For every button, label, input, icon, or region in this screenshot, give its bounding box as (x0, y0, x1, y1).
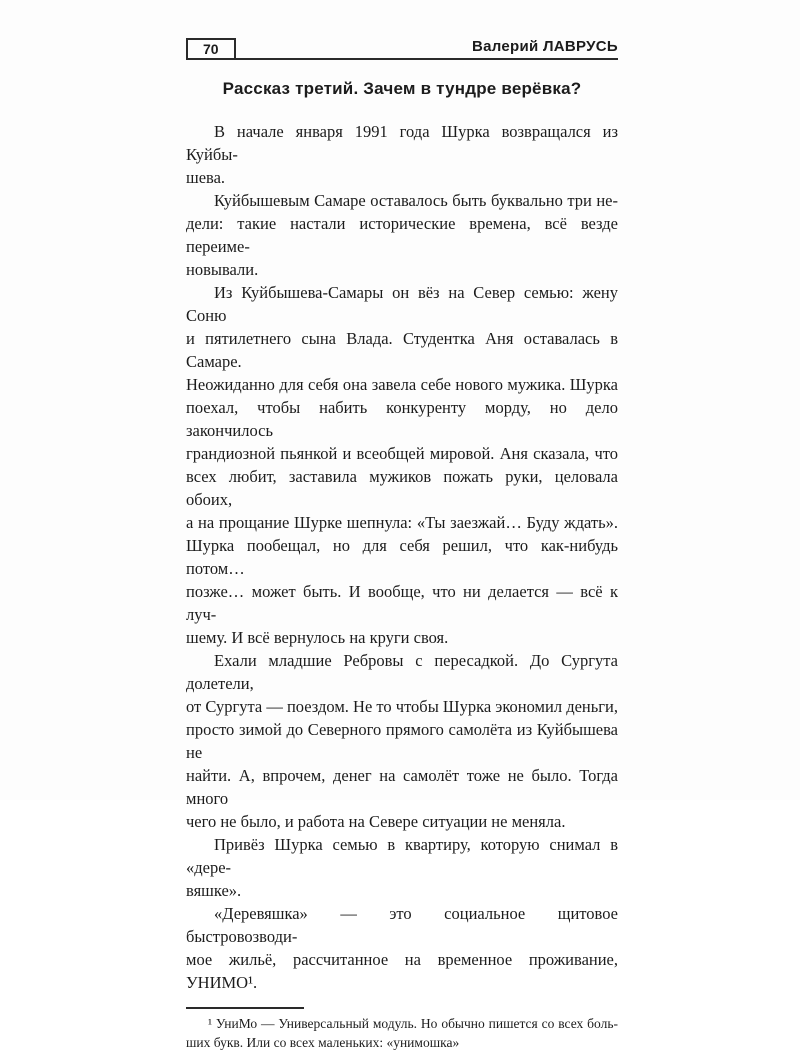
running-header (186, 38, 618, 60)
body-line: дели: такие настали исторические времена, всё везде переиме- (186, 214, 618, 256)
body-line: и пятилетнего сына Влада. Студентка Аня оставалась в Самаре. (186, 329, 618, 371)
body-line: просто зимой до Северного прямого самолёта из Куйбышева не (186, 720, 618, 762)
page-content (186, 38, 618, 1052)
body-line: Шурка пообещал, но для себя решил, что как-нибудь потом… (186, 536, 618, 578)
body-line: В начале января 1991 года Шурка возвращался из Куйбы- (186, 122, 618, 164)
body-line: мое жильё, рассчитанное на временное проживание, УНИМО¹. (186, 950, 618, 992)
footnote (186, 1014, 618, 1052)
body-line: позже… может быть. И вообще, что ни делается — всё к луч- (186, 582, 618, 624)
footnote-divider (186, 1007, 304, 1009)
body-line: от Сургута — поездом. Не то чтобы Шурка экономил деньги, (186, 697, 618, 716)
body-line: чего не было, и работа на Севере ситуации не меняла. (186, 812, 566, 831)
footnote-line: ¹ УниМо — Универсальный модуль. Но обычно пишется со всех боль- (208, 1016, 618, 1031)
body-text (186, 120, 618, 994)
body-line: Привёз Шурка семью в квартиру, которую снимал в «дере- (186, 835, 618, 877)
body-line: а на прощание Шурке шепнула: «Ты заезжай… Буду ждать». (186, 513, 618, 532)
body-line: шему. И всё вернулось на круги своя. (186, 628, 449, 647)
running-head-author: Валерий ЛАВРУСЬ (471, 38, 618, 55)
chapter-title: Рассказ третий. Зачем в тундре верёвка? (222, 79, 582, 98)
body-line: поехал, чтобы набить конкуренту морду, но дело закончилось (186, 398, 618, 440)
body-line: найти. А, впрочем, денег на самолёт тоже не было. Тогда много (186, 766, 618, 808)
body-line: Куйбышевым Самаре оставалось быть буквально три не- (214, 191, 618, 210)
body-line: новывали. (186, 260, 259, 279)
body-line: «Деревяшка» — это социальное щитовое быстровозводи- (186, 904, 618, 946)
body-line: всех любит, заставила мужиков пожать руки, целовала обоих, (186, 467, 618, 509)
body-line: вяшке». (186, 881, 242, 900)
body-line: Неожиданно для себя она завела себе нового мужика. Шурка (186, 375, 618, 394)
body-line: Ехали младшие Ребровы с пересадкой. До Сургута долетели, (186, 651, 618, 693)
body-line: грандиозной пьянкой и всеобщей мировой. Аня сказала, что (186, 444, 618, 463)
page-number: 70 (186, 38, 236, 60)
body-line: шева. (186, 168, 226, 187)
body-line: Из Куйбышева-Самары он вёз на Север семью: жену Соню (186, 283, 618, 325)
footnote-line: ших букв. Или со всех маленьких: «унимошка» (186, 1035, 460, 1050)
